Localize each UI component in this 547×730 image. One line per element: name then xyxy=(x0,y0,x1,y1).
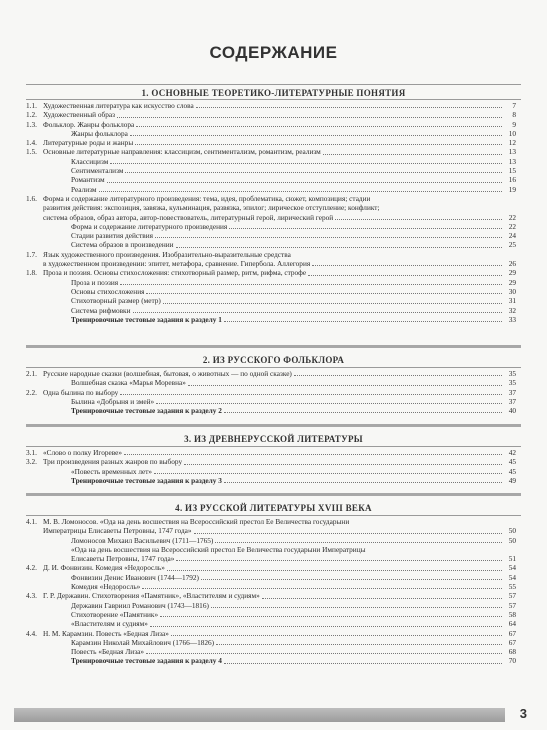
dot-leader xyxy=(110,163,502,164)
toc-section-3 xyxy=(0,448,547,485)
dot-leader xyxy=(171,635,502,636)
toc-entry-page: 35 xyxy=(508,369,516,378)
toc-entry-page: 12 xyxy=(508,138,516,148)
toc-entry-title: «Ода на день восшествия на Всероссийский престол Ее Величества государыни Императрицы xyxy=(71,544,366,554)
toc-entry-title: Художественная литература как искусство слова xyxy=(43,101,194,110)
toc-entry-title: Жанры фольклора xyxy=(71,128,128,138)
toc-entry-title: Тренировочные тестовые задания к разделу 4 xyxy=(71,656,222,666)
dot-leader xyxy=(155,237,502,238)
toc-entry-title: «Слово о полку Игореве» xyxy=(43,448,123,457)
dot-leader xyxy=(99,191,502,192)
toc-entry-number: 3.2. xyxy=(26,457,37,467)
dot-leader xyxy=(107,182,502,183)
toc-entry-title: М. В. Ломоносов. «Ода на день восшествия на Всероссийский престол Ее Величества государыни xyxy=(43,517,350,526)
toc-entry xyxy=(0,610,547,619)
toc-entry-title: Система рифмовки xyxy=(71,305,131,315)
toc-section-1 xyxy=(0,101,547,324)
toc-entry xyxy=(0,582,547,591)
toc-entry xyxy=(0,573,547,582)
toc-entry xyxy=(0,526,547,535)
toc-entry xyxy=(0,306,547,315)
dot-leader xyxy=(201,579,502,580)
toc-entry-page: 24 xyxy=(508,231,516,241)
dot-leader xyxy=(216,644,502,645)
toc-entry-page: 42 xyxy=(508,448,516,457)
dot-leader xyxy=(163,303,502,304)
dot-leader xyxy=(125,172,502,173)
toc-entry-title: Русские народные сказки (волшебная, бытовая, о животных — по одной сказке) xyxy=(43,369,292,378)
toc-entry-page: 13 xyxy=(508,147,516,157)
toc-entry xyxy=(0,467,547,476)
toc-entry-number: 1.6. xyxy=(26,193,37,203)
toc-entry xyxy=(0,656,547,665)
toc-entry-title: Основы стихосложения xyxy=(71,286,145,296)
toc-entry-page: 58 xyxy=(508,609,516,619)
toc-entry-page: 40 xyxy=(508,406,516,416)
toc-entry xyxy=(0,545,547,554)
toc-entry-page: 16 xyxy=(508,175,516,185)
dot-leader xyxy=(294,375,502,376)
toc-entry-title: в художественном произведении: эпитет, метафора, сравнение. Гипербола. Аллегория xyxy=(43,259,311,269)
dot-leader xyxy=(124,454,502,455)
toc-entry-page: 67 xyxy=(508,628,516,638)
dot-leader xyxy=(312,265,502,266)
toc-entry xyxy=(0,147,547,156)
dot-leader xyxy=(335,219,502,220)
toc-entry-title: Карамзин Николай Михайлович (1766—1826) xyxy=(71,637,215,647)
toc-entry-number: 1.1. xyxy=(26,101,37,110)
toc-entry-page: 37 xyxy=(508,396,516,406)
dot-leader xyxy=(150,626,502,627)
section-rule xyxy=(26,99,521,100)
page-title: СОДЕРЖАНИЕ xyxy=(209,43,338,62)
toc-entry-page: 55 xyxy=(508,582,516,592)
toc-entry xyxy=(0,157,547,166)
toc-entry-number: 3.1. xyxy=(26,448,37,457)
toc-entry xyxy=(0,563,547,572)
dot-leader xyxy=(120,284,502,285)
dot-leader xyxy=(224,663,502,664)
toc-entry-page: 29 xyxy=(508,268,516,278)
toc-entry-page: 37 xyxy=(508,387,516,397)
toc-entry-page: 31 xyxy=(508,296,516,306)
section-heading-1: 1. ОСНОВНЫЕ ТЕОРЕТИКО-ЛИТЕРАТУРНЫЕ ПОНЯТИЯ xyxy=(141,88,406,98)
toc-entry-title: Основные литературные направления: классицизм, сентиментализм, романтизм, реализм xyxy=(43,147,321,157)
toc-entry-title: Проза и поэзия xyxy=(71,277,119,287)
toc-entry-number: 4.2. xyxy=(26,563,37,573)
dot-leader xyxy=(188,385,502,386)
dot-leader xyxy=(224,412,502,413)
toc-entry xyxy=(0,120,547,129)
toc-entry-page: 50 xyxy=(508,526,516,536)
toc-entry xyxy=(0,388,547,397)
toc-entry-number: 1.2. xyxy=(26,110,37,120)
section-heading-2: 2. ИЗ РУССКОГО ФОЛЬКЛОРА xyxy=(202,355,345,365)
section-rule xyxy=(26,345,521,348)
toc-entry-title: Одна былина по выбору xyxy=(43,387,119,397)
toc-entry-page: 9 xyxy=(512,119,516,129)
toc-entry xyxy=(0,591,547,600)
toc-entry xyxy=(0,369,547,378)
toc-entry xyxy=(0,268,547,277)
toc-entry-title: Проза и поэзия. Основы стихосложения: стихотворный размер, ритм, рифма, строфе xyxy=(43,268,307,278)
toc-entry xyxy=(0,166,547,175)
toc-entry xyxy=(0,222,547,231)
dot-leader xyxy=(323,154,502,155)
toc-entry-number: 1.5. xyxy=(26,147,37,157)
toc-entry xyxy=(0,397,547,406)
toc-entry-title: Ломоносов Михаил Васильевич (1711—1765) xyxy=(71,535,214,545)
dot-leader xyxy=(308,275,502,276)
toc-entry xyxy=(0,138,547,147)
toc-entry-number: 4.1. xyxy=(26,517,37,526)
toc-entry-title: Тренировочные тестовые задания к разделу 1 xyxy=(71,314,222,324)
toc-entry-number: 1.3. xyxy=(26,119,37,129)
toc-entry xyxy=(0,185,547,194)
toc-entry-title: «Повесть временных лет» xyxy=(71,466,153,476)
toc-entry-page: 22 xyxy=(508,212,516,222)
section-rule xyxy=(26,84,521,85)
toc-entry-number: 2.1. xyxy=(26,369,37,378)
toc-entry-page: 57 xyxy=(508,600,516,610)
toc-entry xyxy=(0,213,547,222)
toc-entry-title: Н. М. Карамзин. Повесть «Бедная Лиза» xyxy=(43,628,169,638)
toc-entry-page: 50 xyxy=(508,535,516,545)
toc-entry-page: 70 xyxy=(508,656,516,666)
toc-entry-page: 54 xyxy=(508,563,516,573)
toc-entry xyxy=(0,194,547,203)
dot-leader xyxy=(160,616,502,617)
toc-entry-title: Стихотворение «Памятник» xyxy=(71,609,159,619)
toc-entry-number: 2.2. xyxy=(26,387,37,397)
toc-entry-page: 33 xyxy=(508,314,516,324)
dot-leader xyxy=(224,321,502,322)
toc-entry xyxy=(0,638,547,647)
dot-leader xyxy=(117,117,502,118)
toc-entry-page: 25 xyxy=(508,240,516,250)
toc-entry-title: Реализм xyxy=(71,184,97,194)
toc-entry-page: 26 xyxy=(508,259,516,269)
section-heading-3: 3. ИЗ ДРЕВНЕРУССКОЙ ЛИТЕРАТУРЫ xyxy=(184,434,363,444)
toc-entry xyxy=(0,601,547,610)
dot-leader xyxy=(176,247,502,248)
toc-entry-title: Г. Р. Державин. Стихотворения «Памятник», «Властителям и судиям» xyxy=(43,591,260,601)
toc-entry-page: 49 xyxy=(508,475,516,485)
toc-entry-title: «Властителям и судиям» xyxy=(71,619,148,629)
toc-entry-title: Стадии развития действия xyxy=(71,231,154,241)
toc-entry-page: 22 xyxy=(508,221,516,231)
dot-leader xyxy=(194,533,502,534)
toc-entry xyxy=(0,110,547,119)
toc-entry-title: Романтизм xyxy=(71,175,105,185)
toc-entry xyxy=(0,457,547,466)
toc-entry xyxy=(0,250,547,259)
toc-entry xyxy=(0,203,547,212)
toc-entry xyxy=(0,629,547,638)
toc-entry-page: 68 xyxy=(508,647,516,657)
dot-leader xyxy=(120,394,502,395)
toc-entry-page: 67 xyxy=(508,637,516,647)
toc-entry-page: 45 xyxy=(508,457,516,467)
dot-leader xyxy=(211,607,502,608)
toc-entry-page: 51 xyxy=(508,554,516,564)
dot-leader xyxy=(135,144,502,145)
toc-entry-page: 19 xyxy=(508,184,516,194)
toc-entry-title: Классицизм xyxy=(71,156,109,166)
toc-entry xyxy=(0,619,547,628)
toc-entry xyxy=(0,315,547,324)
toc-entry-title: Форма и содержание литературного произведения: тема, идея, проблематика, сюжет, композиция; стадии xyxy=(43,193,371,203)
toc-entry-title: Волшебная сказка «Марья Моревна» xyxy=(71,378,186,388)
toc-entry-page: 7 xyxy=(512,101,516,110)
toc-entry xyxy=(0,259,547,268)
toc-entry-title: Повесть «Бедная Лиза» xyxy=(71,647,144,657)
dot-leader xyxy=(224,482,502,483)
footer-bar xyxy=(14,708,505,722)
toc-entry-number: 1.8. xyxy=(26,268,37,278)
toc-entry-title: Д. И. Фонвизин. Комедия «Недоросль» xyxy=(43,563,165,573)
toc-entry xyxy=(0,517,547,526)
toc-entry-page: 30 xyxy=(508,286,516,296)
toc-entry xyxy=(0,231,547,240)
toc-entry xyxy=(0,101,547,110)
toc-entry-title: Стихотворный размер (метр) xyxy=(71,296,161,306)
dot-leader xyxy=(176,560,502,561)
dot-leader xyxy=(136,126,502,127)
dot-leader xyxy=(133,312,502,313)
toc-entry-title: Комедия «Недоросль» xyxy=(71,582,141,592)
toc-entry-title: Тренировочные тестовые задания к разделу 3 xyxy=(71,475,222,485)
dot-leader xyxy=(130,135,502,136)
toc-entry-page: 35 xyxy=(508,378,516,388)
toc-entry-number: 4.3. xyxy=(26,591,37,601)
toc-entry-page: 8 xyxy=(512,110,516,120)
toc-entry-number: 1.4. xyxy=(26,138,37,148)
toc-entry xyxy=(0,647,547,656)
toc-entry-title: Три произведения разных жанров по выбору xyxy=(43,457,183,467)
toc-section-4 xyxy=(0,517,547,666)
toc-entry-number: 4.4. xyxy=(26,628,37,638)
toc-entry-title: Форма и содержание литературного произведения xyxy=(71,221,228,231)
toc-entry xyxy=(0,175,547,184)
dot-leader xyxy=(146,653,502,654)
toc-entry-page: 13 xyxy=(508,156,516,166)
toc-entry-page: 10 xyxy=(508,128,516,138)
dot-leader xyxy=(229,228,502,229)
dot-leader xyxy=(142,588,502,589)
toc-entry-page: 57 xyxy=(508,591,516,601)
toc-entry xyxy=(0,476,547,485)
toc-entry-title: Сентиментализм xyxy=(71,166,124,176)
toc-entry-page: 32 xyxy=(508,305,516,315)
toc-entry-page: 54 xyxy=(508,572,516,582)
toc-entry-title: Тренировочные тестовые задания к разделу 2 xyxy=(71,406,222,416)
toc-entry-title: Елисаветы Петровны, 1747 года» xyxy=(71,554,175,564)
dot-leader xyxy=(215,542,502,543)
section-rule xyxy=(26,515,521,516)
toc-section-2 xyxy=(0,369,547,415)
dot-leader xyxy=(167,570,502,571)
dot-leader xyxy=(184,464,502,465)
toc-entry xyxy=(0,129,547,138)
section-heading-4: 4. ИЗ РУССКОЙ ЛИТЕРАТУРЫ XVIII ВЕКА xyxy=(175,503,372,513)
toc-entry-title: Императрицы Елисаветы Петровны, 1747 года» xyxy=(43,526,192,536)
toc-entry xyxy=(0,554,547,563)
page-number: 3 xyxy=(519,706,527,721)
toc-entry-title: Былина «Добрыня и змей» xyxy=(71,396,155,406)
toc-entry xyxy=(0,278,547,287)
toc-entry-number: 1.7. xyxy=(26,249,37,259)
dot-leader xyxy=(146,293,502,294)
toc-entry xyxy=(0,448,547,457)
toc-entry xyxy=(0,406,547,415)
toc-entry-title: Система образов в произведении xyxy=(71,240,174,250)
dot-leader xyxy=(196,107,502,108)
toc-entry-title: Державин Гавриил Романович (1743—1816) xyxy=(71,600,209,610)
toc-entry xyxy=(0,287,547,296)
toc-entry-title: Художественный образ xyxy=(43,110,116,120)
toc-entry xyxy=(0,536,547,545)
toc-entry-page: 45 xyxy=(508,466,516,476)
section-rule xyxy=(26,367,521,368)
toc-entry-title: развития действия: экспозиция, завязка, кульминация, развязка, эпилог; лирическое отступление; конфликт; xyxy=(43,203,380,213)
toc-entry-title: Фонвизин Денис Иванович (1744—1792) xyxy=(71,572,199,582)
dot-leader xyxy=(154,473,502,474)
toc-entry-page: 64 xyxy=(508,619,516,629)
toc-entry-page: 29 xyxy=(508,277,516,287)
section-rule xyxy=(26,446,521,447)
section-rule xyxy=(26,493,521,496)
toc-entry xyxy=(0,296,547,305)
toc-entry-title: Язык художественного произведения. Изобразительно-выразительные средства xyxy=(43,249,291,259)
dot-leader xyxy=(156,403,502,404)
toc-entry-title: Фольклор. Жанры фольклора xyxy=(43,119,135,129)
toc-entry-title: Литературные роды и жанры xyxy=(43,138,134,148)
dot-leader xyxy=(262,598,502,599)
section-rule xyxy=(26,424,521,427)
toc-entry xyxy=(0,240,547,249)
toc-entry xyxy=(0,378,547,387)
toc-entry-title: система образов, образ автора, автор-повествователь, литературный герой, лирический герой xyxy=(43,212,334,222)
toc-entry-page: 15 xyxy=(508,166,516,176)
